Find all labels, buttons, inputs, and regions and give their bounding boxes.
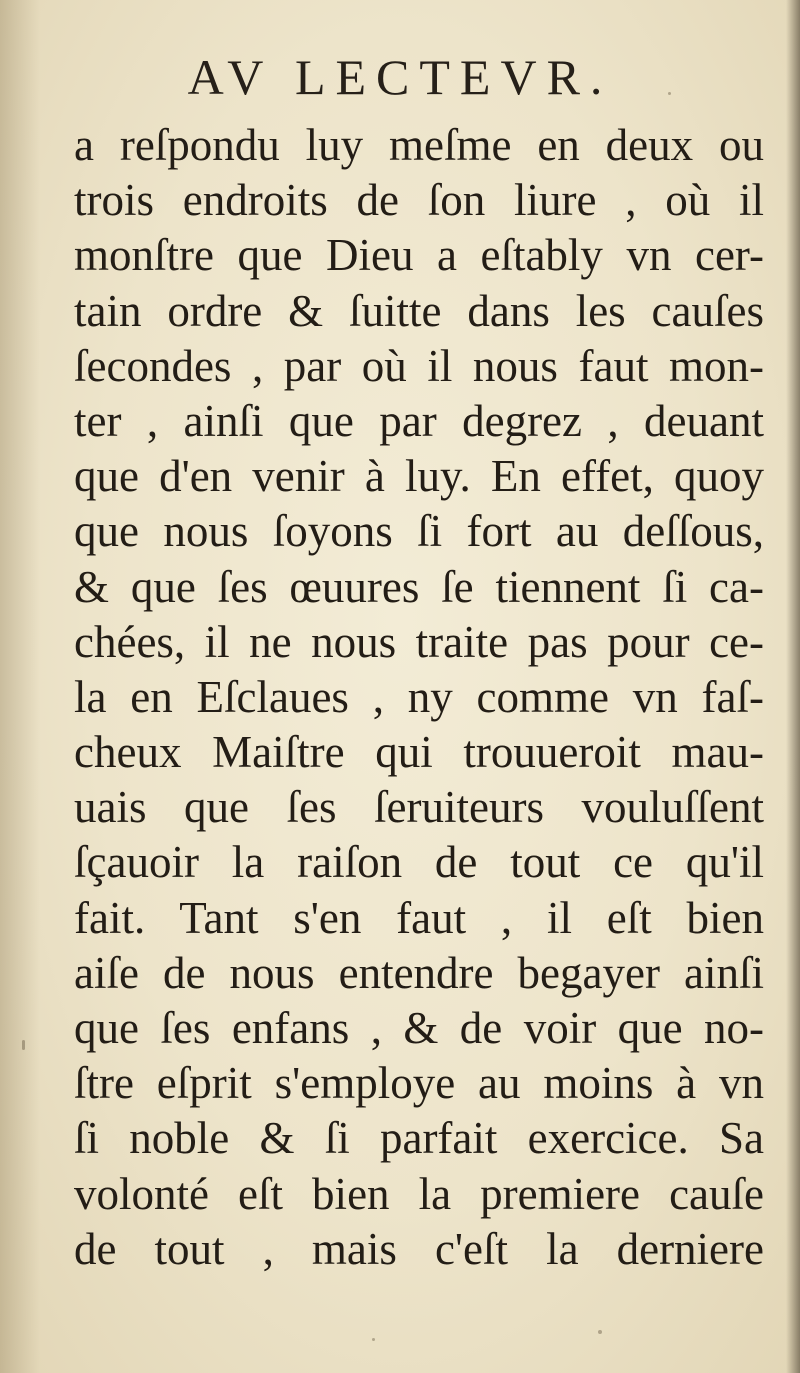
text-line: fait. Tant s'en faut , il eſt bien — [74, 892, 764, 943]
paper-speck — [668, 92, 671, 95]
running-head: AV LECTEVR. — [187, 49, 613, 105]
text-line: volonté eſt bien la premiere cauſe — [74, 1168, 764, 1219]
text-line: la en Eſclaues , ny comme vn faſ- — [74, 671, 764, 722]
text-line: ſçauoir la raiſon de tout ce qu'il — [74, 837, 764, 888]
text-line: aiſe de nous entendre begayer ainſi — [74, 947, 764, 998]
text-line: trois endroits de ſon liure , où il — [74, 175, 764, 226]
text-line: que d'en venir à luy. En effet, quoy — [74, 451, 764, 502]
text-line: monſtre que Dieu a eſtably vn cer- — [74, 230, 764, 281]
paper-speck — [598, 1330, 602, 1334]
text-line: tain ordre & ſuitte dans les cauſes — [74, 285, 764, 336]
text-line: cheux Maiſtre qui trouueroit mau- — [74, 727, 764, 778]
text-line: ſecondes , par où il nous faut mon- — [74, 340, 764, 391]
paper-speck — [372, 1338, 375, 1341]
text-line: que nous ſoyons ſi fort au deſſous, — [74, 506, 764, 557]
text-line: ſi noble & ſi parfait exercice. Sa — [74, 1113, 764, 1164]
text-line: & que ſes œuures ſe tiennent ſi ca- — [74, 561, 764, 612]
text-line: ter , ainſi que par degrez , deuant — [74, 395, 764, 446]
text-line: ſtre eſprit s'employe au moins à vn — [74, 1058, 764, 1109]
text-line: chées, il ne nous traite pas pour ce- — [74, 616, 764, 667]
text-line: a reſpondu luy meſme en deux ou — [74, 120, 764, 170]
text-line: uais que ſes ſeruiteurs vouluſſent — [74, 782, 764, 833]
text-line: de tout , mais c'eſt la derniere — [74, 1223, 764, 1274]
text-line: que ſes enfans , & de voir que no- — [74, 1003, 764, 1053]
body-text — [74, 118, 764, 1277]
paper-speck — [22, 1040, 25, 1050]
